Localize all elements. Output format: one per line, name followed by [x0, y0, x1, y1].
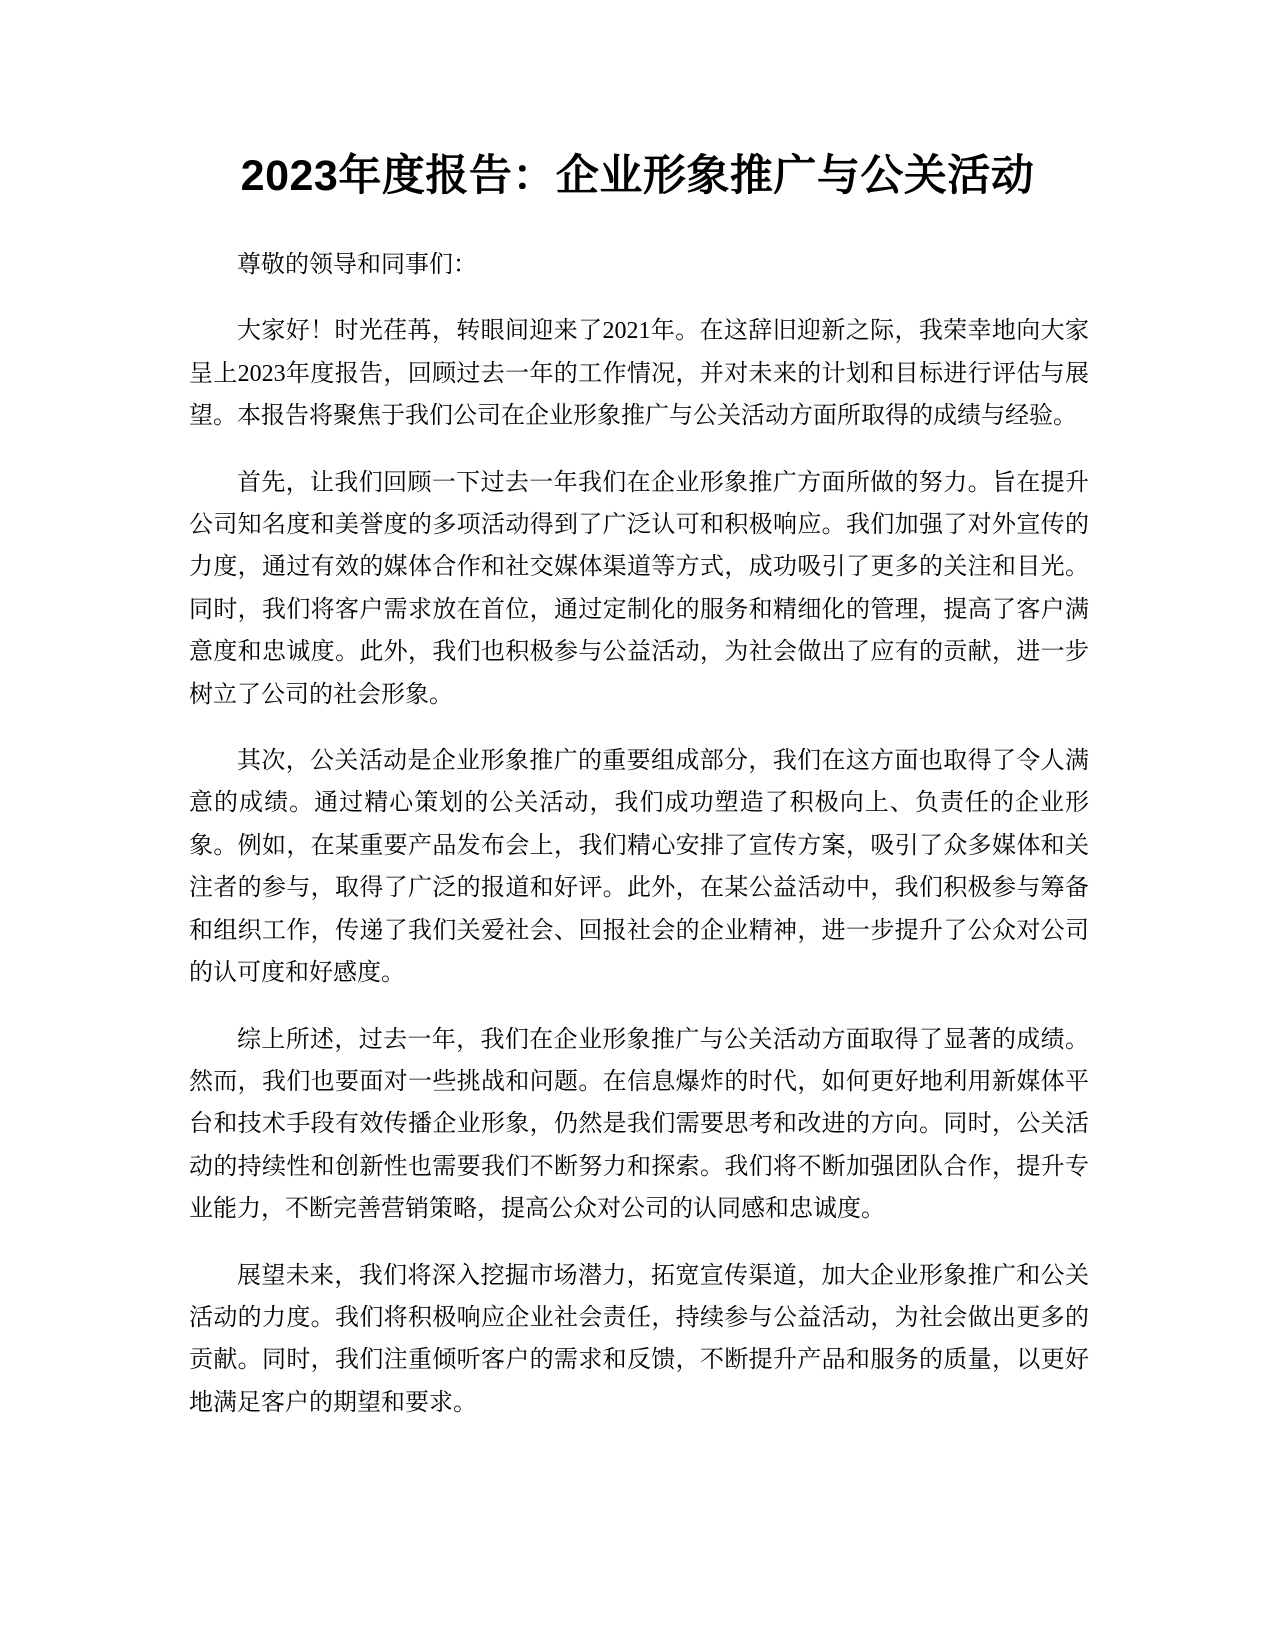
paragraph-brand-promotion: 首先，让我们回顾一下过去一年我们在企业形象推广方面所做的努力。旨在提升公司知名度和美誉度的多项活动得到了广泛认可和积极响应。我们加强了对外宣传的力度，通过有效的媒体合作和社交媒体渠道等方式，成功吸引了更多的关注和目光。同时，我们将客户需求放在首位，通过定制化的服务和精细化的管理，提高了客户满意度和忠诚度。此外，我们也积极参与公益活动，为社会做出了应有的贡献，进一步树立了公司的社会形象。 — [189, 469, 1089, 708]
paragraph-summary: 综上所述，过去一年，我们在企业形象推广与公关活动方面取得了显著的成绩。然而，我们也要面对一些挑战和问题。在信息爆炸的时代，如何更好地利用新媒体平台和技术手段有效传播企业形象，仍然是我们需要思考和改进的方向。同时，公关活动的持续性和创新性也需要我们不断努力和探索。我们将不断加强团队合作，提升专业能力，不断完善营销策略，提高公众对公司的认同感和忠诚度。 — [189, 1026, 1089, 1223]
paragraph-intro: 大家好！时光荏苒，转眼间迎来了2021年。在这辞旧迎新之际，我荣幸地向大家呈上2023年度报告，回顾过去一年的工作情况，并对未来的计划和目标进行评估与展望。本报告将聚焦于我们公司在企业形象推广与公关活动方面所取得的成绩与经验。 — [189, 318, 1089, 430]
paragraph-outlook: 展望未来，我们将深入挖掘市场潜力，拓宽宣传渠道，加大企业形象推广和公关活动的力度。我们将积极响应企业社会责任，持续参与公益活动，为社会做出更多的贡献。同时，我们注重倾听客户的需求和反馈，不断提升产品和服务的质量，以更好地满足客户的期望和要求。 — [189, 1262, 1089, 1416]
salutation: 尊敬的领导和同事们： — [237, 252, 477, 278]
paragraph-public-relations: 其次，公关活动是企业形象推广的重要组成部分，我们在这方面也取得了令人满意的成绩。通过精心策划的公关活动，我们成功塑造了积极向上、负责任的企业形象。例如，在某重要产品发布会上，我们精心安排了宣传方案，吸引了众多媒体和关注者的参与，取得了广泛的报道和好评。此外，在某公益活动中，我们积极参与筹备和组织工作，传递了我们关爱社会、回报社会的企业精神，进一步提升了公众对公司的认可度和好感度。 — [189, 748, 1089, 987]
document-body — [189, 244, 1089, 1448]
document-title: 2023年度报告：企业形象推广与公关活动 — [240, 152, 1035, 200]
